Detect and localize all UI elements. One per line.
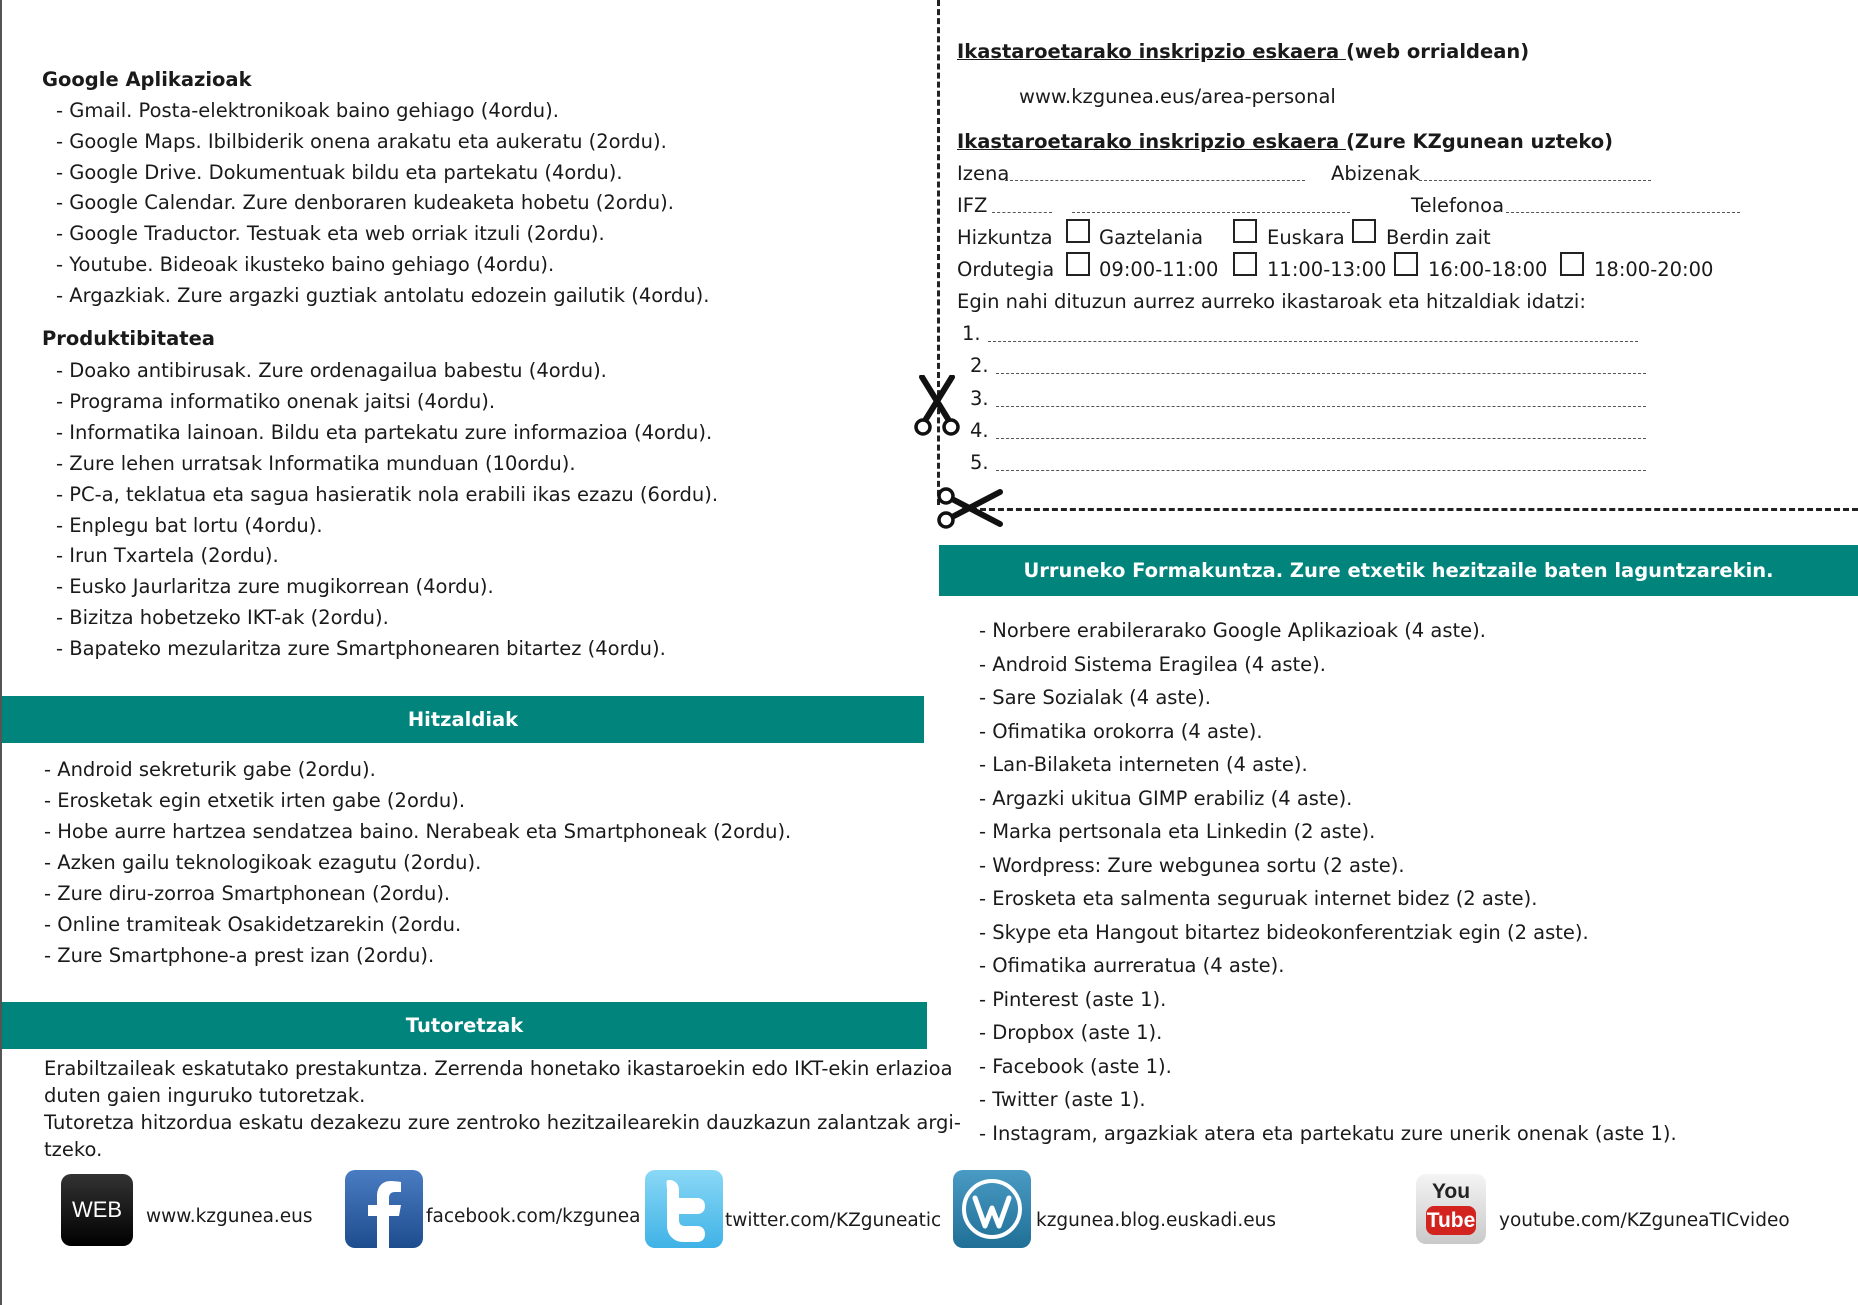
hitzaldiak-item: - Hobe aurre hartzea sendatzea baino. Nerabeak eta Smartphoneak (2ordu).	[44, 820, 792, 843]
youtube-icon[interactable]	[1416, 1174, 1486, 1244]
facebook-icon[interactable]	[345, 1170, 423, 1248]
produktibitatea-item: - Bapateko mezularitza zure Smartphonearen bitartez (4ordu).	[56, 637, 666, 661]
wordpress-icon[interactable]	[953, 1170, 1031, 1248]
youtube-icon-you: You	[1431, 1180, 1471, 1203]
produktibitatea-item: - Zure lehen urratsak Informatika munduan (10ordu).	[56, 451, 576, 475]
abizenak-label: Abizenak	[1331, 162, 1420, 185]
ordutegia-label: Ordutegia	[957, 258, 1055, 281]
time-1800-checkbox[interactable]	[1560, 252, 1584, 276]
hitzaldiak-item: - Zure diru-zorroa Smartphonean (2ordu).	[44, 882, 451, 905]
course-line-3[interactable]	[996, 406, 1646, 407]
izena-label: Izena	[957, 162, 1010, 185]
kz-heading-underlined: Ikastaroetarako inskripzio eskaera	[957, 130, 1346, 153]
urruneko-item: - Norbere erabilerarako Google Aplikazioak (4 aste).	[979, 619, 1486, 642]
scissors-icon-horizontal	[934, 484, 1004, 532]
course-line-2[interactable]	[996, 373, 1646, 374]
produktibitatea-item: - Bizitza hobetzeko IKT-ak (2ordu).	[56, 606, 389, 630]
time-0900-label: 09:00-11:00	[1099, 258, 1219, 281]
produktibitatea-item: - Eusko Jaurlaritza zure mugikorrean (4ordu).	[56, 575, 494, 599]
euskara-checkbox[interactable]	[1233, 219, 1257, 243]
urruneko-item: - Instagram, argazkiak atera eta partekatu zure unerik onenak (aste 1).	[979, 1121, 1677, 1145]
youtube-link[interactable]: youtube.com/KZguneaTICvideo	[1499, 1210, 1790, 1231]
izena-field[interactable]	[1005, 180, 1305, 181]
web-heading-rest: (web orrialdean)	[1345, 40, 1530, 63]
page-left-edge	[0, 0, 2, 1305]
scissors-icon	[912, 375, 962, 439]
web-registration-heading	[957, 42, 1529, 62]
google-app-item: - Argazkiak. Zure argazki guztiak antolatu edozein gailutik (4ordu).	[56, 283, 710, 307]
urruneko-item: - Skype eta Hangout bitartez bideokonferentziak egin (2 aste).	[979, 920, 1589, 944]
google-apps-heading: Google Aplikazioak	[42, 68, 252, 91]
google-app-item: - Google Calendar. Zure denboraren kudeaketa hobetu (2ordu).	[56, 191, 674, 215]
time-1100-label: 11:00-13:00	[1267, 258, 1387, 281]
time-0900-checkbox[interactable]	[1066, 252, 1090, 276]
course-number-5: 5.	[970, 451, 989, 474]
ifz-label: IFZ	[957, 194, 988, 217]
time-1800-label: 18:00-20:00	[1594, 258, 1714, 281]
berdin-zait-checkbox[interactable]	[1352, 219, 1376, 243]
google-app-item: - Youtube. Bideoak ikusteko baino gehiago (4ordu).	[56, 253, 555, 276]
course-number-3: 3.	[970, 387, 989, 410]
urruneko-item: - Marka pertsonala eta Linkedin (2 aste).	[979, 820, 1376, 843]
produktibitatea-item: - Irun Txartela (2ordu).	[56, 544, 279, 568]
facebook-f-glyph	[345, 1170, 423, 1248]
hitzaldiak-item: - Erosketak egin etxetik irten gabe (2ordu).	[44, 789, 466, 812]
ifz-field-part1[interactable]	[992, 212, 1052, 213]
course-number-1: 1.	[962, 322, 981, 345]
web-link[interactable]: www.kzgunea.eus	[146, 1206, 313, 1227]
hizkuntza-label: Hizkuntza	[957, 226, 1053, 249]
web-heading-underlined: Ikastaroetarako inskripzio eskaera	[957, 40, 1346, 63]
course-line-4[interactable]	[996, 438, 1646, 439]
twitter-t-glyph	[645, 1170, 723, 1248]
course-line-5[interactable]	[996, 470, 1646, 471]
urruneko-item: - Dropbox (aste 1).	[979, 1021, 1163, 1044]
ifz-field-part2[interactable]	[1072, 212, 1350, 213]
urruneko-item: - Wordpress: Zure webgunea sortu (2 aste).	[979, 853, 1405, 877]
urruneko-item: - Argazki ukitua GIMP erabiliz (4 aste).	[979, 786, 1353, 810]
horizontal-cut-line	[962, 508, 1858, 511]
hitzaldiak-item: - Android sekreturik gabe (2ordu).	[44, 758, 376, 781]
twitter-icon[interactable]	[645, 1170, 723, 1248]
course-number-2: 2.	[970, 354, 989, 377]
tutoretzak-line-4: tzeko.	[44, 1138, 103, 1161]
time-1100-checkbox[interactable]	[1233, 252, 1257, 276]
google-app-item: - Gmail. Posta-elektronikoak baino gehiago (4ordu).	[56, 99, 559, 122]
urruneko-item: - Ofimatika aurreratua (4 aste).	[979, 954, 1285, 977]
produktibitatea-item: - PC-a, teklatua eta sagua hasieratik nola erabili ikas ezazu (6ordu).	[56, 482, 719, 506]
urruneko-item: - Ofimatika orokorra (4 aste).	[979, 719, 1263, 743]
wordpress-w-glyph	[953, 1170, 1031, 1248]
urruneko-item: - Lan-Bilaketa interneten (4 aste).	[979, 753, 1308, 776]
hitzaldiak-banner	[2, 696, 924, 743]
abizenak-field[interactable]	[1419, 180, 1651, 181]
tutoretzak-line-2: duten gaien inguruko tutoretzak.	[44, 1084, 366, 1107]
urruneko-item: - Twitter (aste 1).	[979, 1088, 1146, 1111]
urruneko-item: - Sare Sozialak (4 aste).	[979, 686, 1211, 709]
telefonoa-label: Telefonoa	[1411, 194, 1505, 217]
gaztelania-label: Gaztelania	[1099, 226, 1204, 249]
web-icon-text: WEB	[71, 1197, 123, 1222]
google-app-item: - Google Drive. Dokumentuak bildu eta partekatu (4ordu).	[56, 160, 623, 184]
hitzaldiak-item: - Azken gailu teknologikoak ezagutu (2ordu).	[44, 851, 482, 874]
produktibitatea-item: - Doako antibirusak. Zure ordenagailua babestu (4ordu).	[56, 359, 607, 382]
facebook-link[interactable]: facebook.com/kzgunea	[426, 1206, 641, 1227]
google-app-item: - Google Traductor. Testuak eta web orriak itzuli (2ordu).	[56, 222, 605, 246]
tutoretzak-banner	[2, 1002, 927, 1049]
time-1600-label: 16:00-18:00	[1428, 258, 1548, 281]
tutoretzak-line-1: Erabiltzaileak eskatutako prestakuntza. Zerrenda honetako ikastaroekin edo IKT-ekin erlazioa	[44, 1057, 953, 1080]
urruneko-item: - Facebook (aste 1).	[979, 1054, 1172, 1078]
tutoretzak-title: Tutoretzak	[405, 1014, 524, 1037]
urruneko-item: - Android Sistema Eragilea (4 aste).	[979, 652, 1326, 676]
urruneko-item: - Erosketa eta salmenta seguruak internet bidez (2 aste).	[979, 887, 1538, 910]
web-icon[interactable]	[61, 1174, 133, 1246]
produktibitatea-item: - Informatika lainoan. Bildu eta partekatu zure informazioa (4ordu).	[56, 420, 713, 444]
twitter-link[interactable]: twitter.com/KZguneatic	[725, 1210, 942, 1231]
berdin-zait-label: Berdin zait	[1386, 226, 1491, 249]
telefonoa-field[interactable]	[1506, 212, 1740, 213]
hitzaldiak-item: - Online tramiteak Osakidetzarekin (2ordu.	[44, 913, 462, 936]
google-app-item: - Google Maps. Ibilbiderik onena arakatu eta aukeratu (2ordu).	[56, 129, 667, 153]
produktibitatea-item: - Programa informatiko onenak jaitsi (4ordu).	[56, 389, 496, 413]
youtube-icon-tube: Tube	[1426, 1206, 1476, 1235]
hitzaldiak-item: - Zure Smartphone-a prest izan (2ordu).	[44, 944, 435, 967]
urruneko-item: - Pinterest (aste 1).	[979, 987, 1167, 1011]
kz-registration-heading	[957, 132, 1613, 152]
courses-prompt: Egin nahi dituzun aurrez aurreko ikastaroak eta hitzaldiak idatzi:	[957, 290, 1586, 313]
urruneko-banner	[939, 545, 1858, 596]
course-number-4: 4.	[970, 419, 989, 442]
course-line-1[interactable]	[988, 341, 1638, 342]
kz-heading-rest: (Zure KZgunean uzteko)	[1345, 130, 1614, 153]
urruneko-title: Urruneko Formakuntza. Zure etxetik hezitzaile baten laguntzarekin.	[1023, 559, 1774, 582]
hitzaldiak-title: Hitzaldiak	[407, 708, 519, 731]
gaztelania-checkbox[interactable]	[1066, 219, 1090, 243]
blog-link[interactable]: kzgunea.blog.euskadi.eus	[1036, 1210, 1277, 1231]
produktibitatea-heading: Produktibitatea	[42, 327, 215, 350]
time-1600-checkbox[interactable]	[1394, 252, 1418, 276]
euskara-label: Euskara	[1267, 226, 1345, 249]
tutoretzak-line-3: Tutoretza hitzordua eskatu dezakezu zure zentroko hezitzailearekin dauzkazun zalantzak argi-	[44, 1111, 961, 1134]
produktibitatea-item: - Enplegu bat lortu (4ordu).	[56, 513, 323, 537]
web-registration-url[interactable]: www.kzgunea.eus/area-personal	[1019, 85, 1336, 108]
